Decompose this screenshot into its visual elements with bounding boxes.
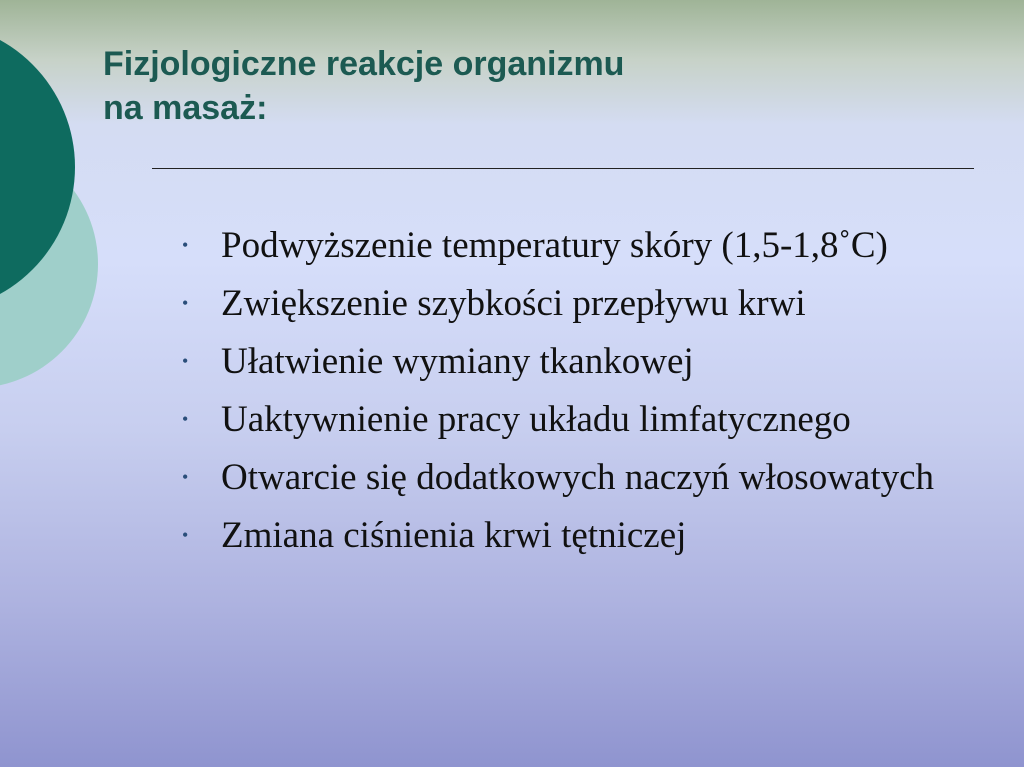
list-item-text: Otwarcie się dodatkowych naczyń włosowatych (221, 457, 935, 498)
title-divider (152, 168, 974, 169)
title-line-2: na masaż: (103, 89, 268, 127)
list-item-text: Zmiana ciśnienia krwi tętniczej (221, 515, 687, 556)
list-item-text: Podwyższenie temperatury skóry (1,5-1,8˚C) (221, 225, 888, 266)
slide-title (103, 42, 624, 130)
bullet-icon: • (182, 351, 189, 371)
list-item (180, 454, 980, 501)
bullet-list (180, 222, 980, 570)
list-item (180, 280, 980, 327)
bullet-icon: • (182, 467, 189, 487)
bullet-icon: • (182, 409, 189, 429)
bullet-icon: • (182, 235, 189, 255)
list-item-text: Zwiększenie szybkości przepływu krwi (221, 283, 806, 324)
list-item-text: Ułatwienie wymiany tkankowej (221, 341, 694, 382)
title-line-1: Fizjologiczne reakcje organizmu (103, 45, 625, 83)
list-item (180, 512, 980, 559)
bullet-icon: • (182, 293, 189, 313)
list-item (180, 338, 980, 385)
list-item-text: Uaktywnienie pracy układu limfatycznego (221, 399, 851, 440)
list-item (180, 222, 980, 269)
list-item (180, 396, 980, 443)
bullet-icon: • (182, 525, 189, 545)
